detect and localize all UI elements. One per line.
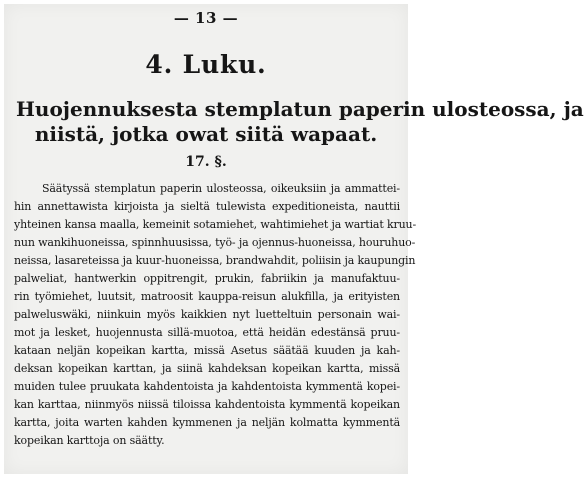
- body-text: [14, 180, 417, 450]
- page-number: — 13 —: [173, 9, 239, 27]
- body-line: hin annettawista kirjoista ja sieltä tulewista expeditioneista, nauttii: [14, 200, 400, 213]
- body-line: nun wankihuoneissa, spinnhuusissa, työ- ja ojennus-huoneissa, houruhuo-: [14, 236, 416, 249]
- paragraph-number: 17. §.: [185, 154, 227, 170]
- chapter-title: 4. Luku.: [145, 50, 267, 79]
- body-line: muiden tulee pruukata kahdentoista ja kahdentoista kymmentä kopei-: [14, 380, 400, 393]
- section-title-line: Huojennuksesta stemplatun paperin ulosteossa, ja: [16, 97, 584, 121]
- body-line: kartta, joita warten kahden kymmenen ja neljän kolmatta kymmentä: [14, 416, 400, 429]
- section-title-line: niistä, jotka owat siitä wapaat.: [34, 122, 378, 146]
- body-line: palweluswäki, niinkuin myös kaikkien nyt luetteltuin personain wai-: [14, 308, 400, 321]
- body-line: kan karttaa, niinmyös niissä tiloissa kahdentoista kymmentä kopeikan: [14, 398, 400, 411]
- document-page: [4, 4, 584, 474]
- body-line: rin työmiehet, luutsit, matroosit kauppa-reisun alukfilla, ja erityisten: [14, 290, 400, 303]
- body-line: Säätyssä stemplatun paperin ulosteossa, oikeuksiin ja ammattei-: [42, 182, 400, 195]
- body-line: kopeikan karttoja on säätty.: [14, 434, 165, 447]
- body-line: kataan neljän kopeikan kartta, missä Asetus säätää kuuden ja kah-: [14, 344, 400, 357]
- body-line: palweliat, hantwerkin oppitrengit, prukin, fabriikin ja manufaktuu-: [14, 272, 400, 285]
- body-line: deksan kopeikan karttan, ja siinä kahdeksan kopeikan kartta, missä: [14, 362, 400, 375]
- section-title: [16, 97, 584, 147]
- body-line: yhteinen kansa maalla, kemeinit sotamiehet, wahtimiehet ja wartiat kruu-: [14, 218, 417, 231]
- body-line: mot ja lesket, huojennusta sillä-muotoa, että heidän edestänsä pruu-: [14, 326, 400, 339]
- body-line: neissa, lasareteissa ja kuur-huoneissa, brandwahdit, poliisin ja kaupungin: [14, 254, 416, 267]
